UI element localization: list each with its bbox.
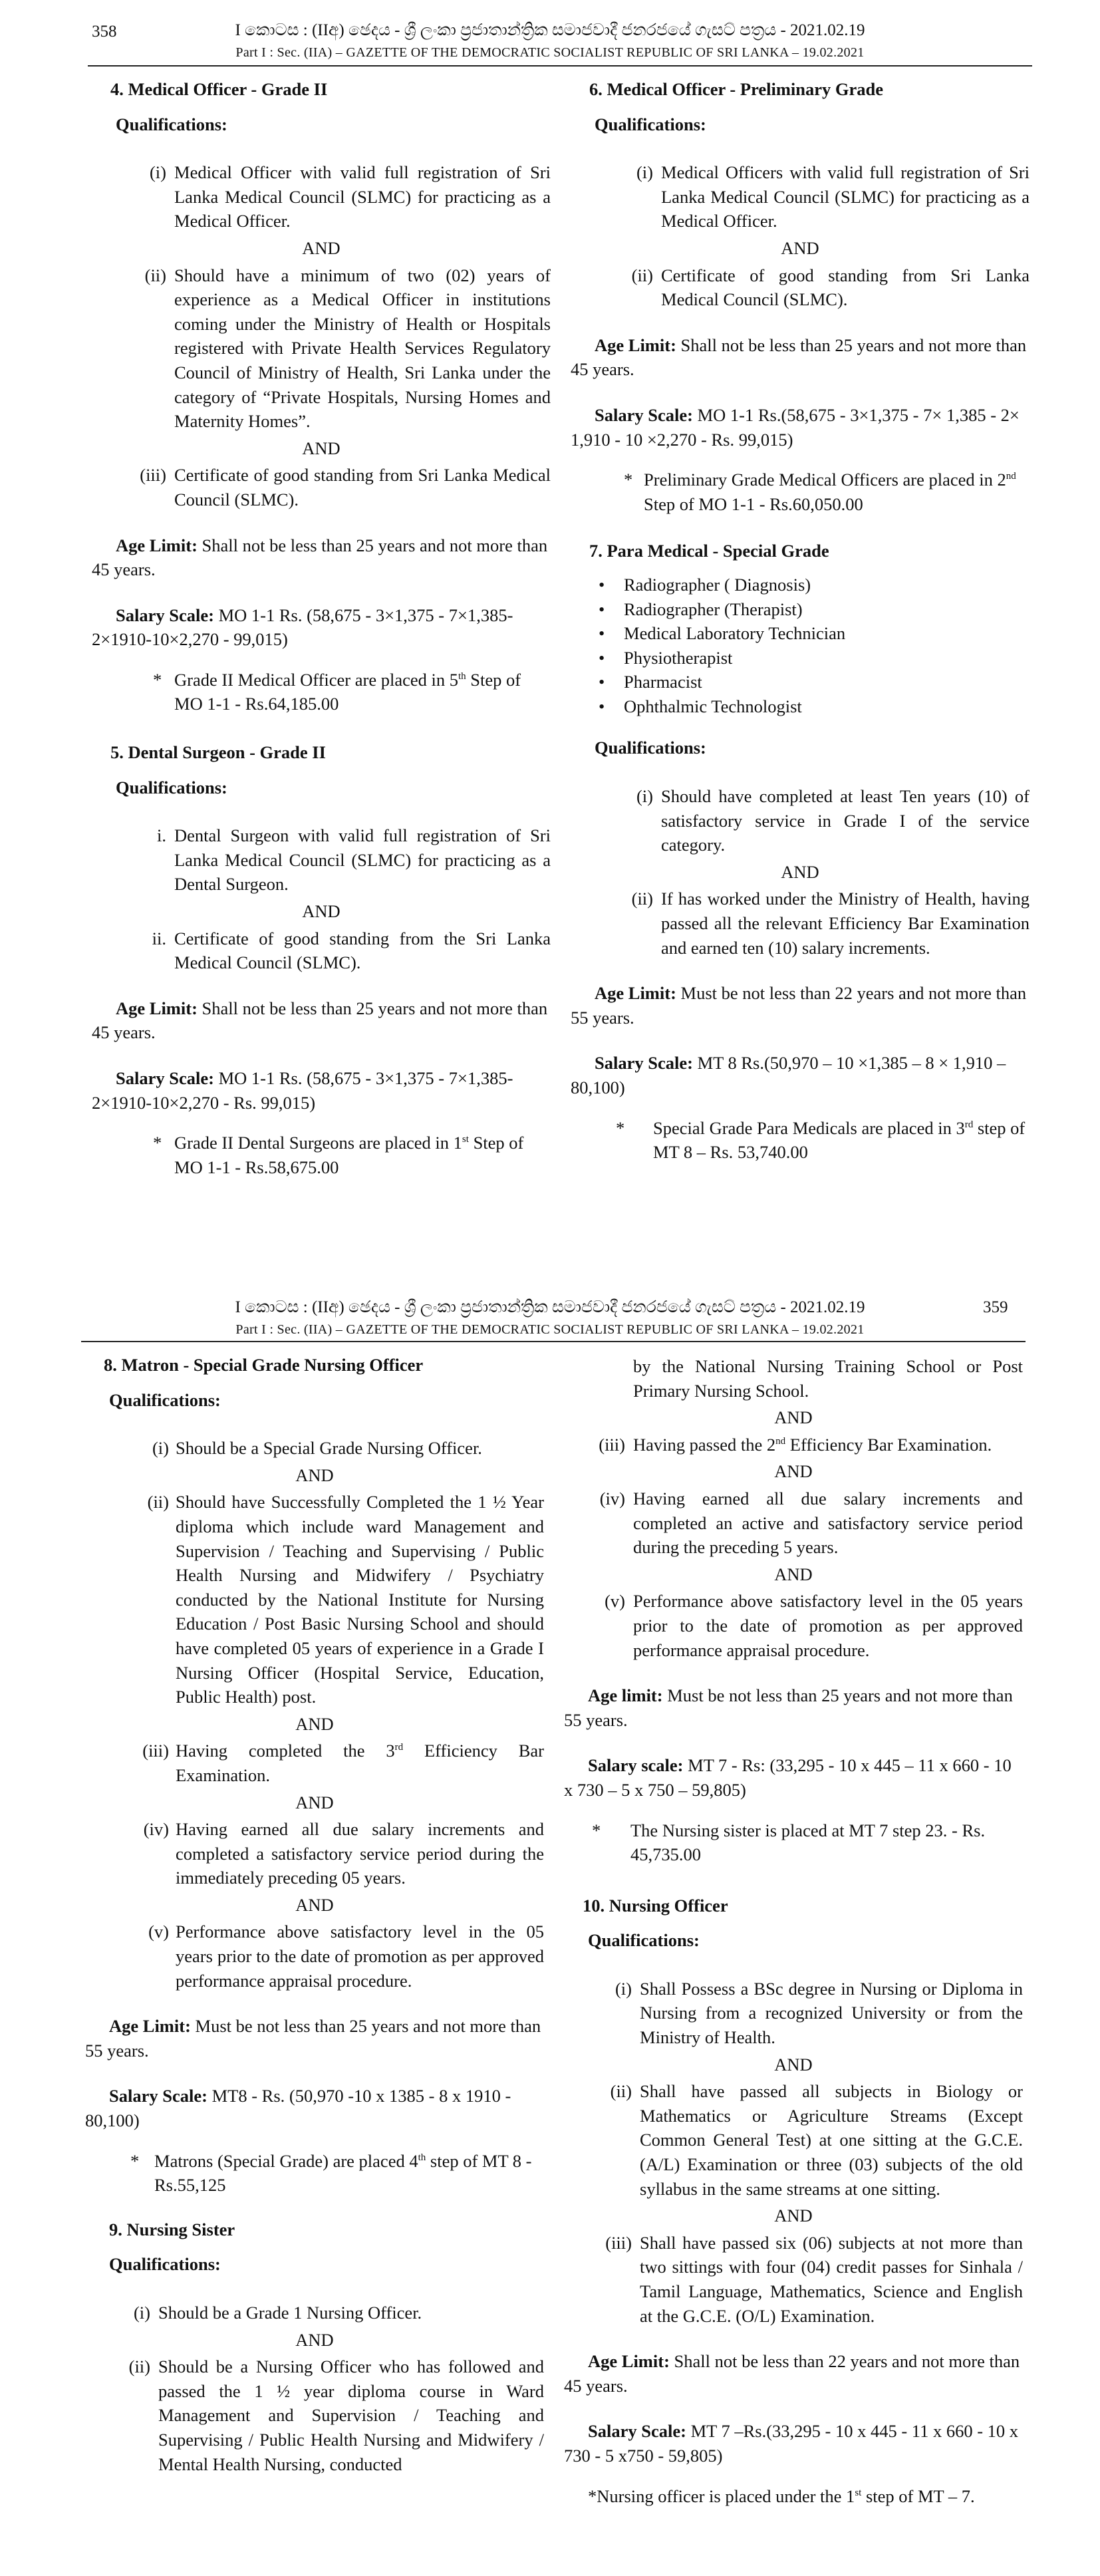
header-english: Part I : Sec. (IIA) – GAZETTE OF THE DEMOCRATIC SOCIALIST REPUBLIC OF SRI LANKA – 19.02.2021 [235,45,865,60]
age-limit: Age limit: Must be not less than 25 years and not more than 55 years. [564,1685,1013,1730]
qualification-item: (i) Medical Officers with valid full registration of Sri Lanka Medical Council (SLMC) for practicing as a Medical Officer. [636,162,1030,231]
qualification-item: (i) Should be a Grade 1 Nursing Officer. [133,2303,422,2323]
grade-list [571,573,1030,719]
qualifications-heading: Qualifications: [595,738,706,758]
salary-scale: Salary Scale: MT 8 Rs.(50,970 – 10 ×1,385 – 8 × 1,910 – 80,100) [571,1053,1006,1097]
qualification-item: (ii) Shall have passed all subjects in Biology or Mathematics or Agriculture Streams (Except Common General Test) at one sitting at the G.C.E. (A/L) Examination or three (03) subjects of the old syllabus in the same streams at one sitting. [610,2081,1023,2199]
qualifications-heading: Qualifications: [116,777,227,797]
qualification-item: (iv) Having earned all due salary increments and completed an active and satisfactory service period during the preceding 5 years. [599,1488,1023,1558]
section-title: 10. Nursing Officer [583,1895,728,1916]
and-separator: AND [774,2054,813,2075]
qualification-item: (iii) Certificate of good standing from Sri Lanka Medical Council (SLMC). [140,465,551,509]
left-column [92,77,551,1179]
qualification-item: (iii) Having passed the 2nd Efficiency Bar Examination. [599,1434,992,1455]
qualifications-heading: Qualifications: [109,2254,221,2275]
salary-scale: Salary Scale: MO 1-1 Rs. (58,675 - 3×1,375 - 7×1,385- 2×1910-10×2,270 - Rs. 99,015) [92,1068,513,1113]
qualifications-heading: Qualifications: [109,1389,221,1410]
and-separator: AND [295,1792,334,1812]
salary-scale: Salary scale: MT 7 - Rs: (33,295 - 10 x 445 – 11 x 660 - 10 x 730 – 5 x 750 – 59,805) [564,1755,1012,1800]
left-column [85,1353,544,2476]
header-sinhala: I කොටස : (IIඅ) ඡෙදය - ශ්‍රී ලංකා ප්‍රජාතාන්ත්‍රික සමාජවාදී ජනරජයේ ගැසට් පත්‍රය - 2021.02.19 [235,21,865,39]
qualification-item: (ii) Should be a Nursing Officer who has followed and passed the 1 ½ year diploma course in Ward Management and Supervision / Teaching and Supervising / Public Health Nursing and Midwifery / Mental Health Nursing, conducted [128,2357,544,2474]
qualification-item: (ii) Certificate of good standing from Sri Lanka Medical Council (SLMC). [631,265,1030,310]
section-title: 4. Medical Officer - Grade II [110,79,328,99]
list-item: • Radiographer ( Diagnosis) [571,573,1030,597]
and-separator: AND [774,1461,813,1482]
list-item: • Ophthalmic Technologist [571,694,1030,719]
placement-note: *Nursing officer is placed under the 1st step of MT – 7. [588,2486,975,2506]
qualification-item: (ii) Should have Successfully Completed the 1 ½ Year diploma which include ward Management and Supervision / Teaching and Supervising / Public Health Nursing and Midwifery / Psychiatry conducted by the National Institute for Nursing Education / Post Basic Nursing School and should have completed 05 years of experience in a Grade I Nursing Officer (Hospital Service, Education, Public Health) post. [147,1492,544,1707]
qualification-item: i. Dental Surgeon with valid full registration of Sri Lanka Medical Council (SLMC) for practicing as a Dental Surgeon. [157,825,551,895]
qualification-item: (v) Performance above satisfactory level in the 05 years prior to the date of promotion as per approved performance appraisal procedure. [605,1591,1023,1660]
header-rule [88,65,1032,67]
section-title: 5. Dental Surgeon - Grade II [110,742,326,763]
qualification-item: (i) Shall Possess a BSc degree in Nursing or Diploma in Nursing from a recognized University or from the Ministry of Health. [615,1978,1023,2048]
salary-scale: Salary Scale: MT8 - Rs. (50,970 -10 x 1385 - 8 x 1910 - 80,100) [85,2086,511,2131]
qualification-item: (i) Should have completed at least Ten years (10) of satisfactory service in Grade I of the service category. [636,786,1030,855]
qualifications-heading: Qualifications: [588,1930,700,1951]
and-separator: AND [302,438,341,458]
qualification-item: ii. Certificate of good standing from the Sri Lanka Medical Council (SLMC). [152,928,551,973]
placement-note: * Special Grade Para Medicals are placed in 3rd step of MT 8 – Rs. 53,740.00 [616,1117,1026,1163]
qualification-item: (iii) Having completed the 3rd Efficiency Bar Examination. [142,1741,544,1785]
age-limit: Age Limit: Must be not less than 22 years and not more than 55 years. [571,983,1027,1028]
and-separator: AND [781,237,819,258]
list-item: • Pharmacist [571,670,1030,694]
section-title: 6. Medical Officer - Preliminary Grade [589,79,884,99]
and-separator: AND [781,861,819,882]
qualification-item: (ii) If has worked under the Ministry of Health, having passed all the relevant Efficiency Bar Examination and earned ten (10) salary increments. [631,889,1030,958]
list-item: • Radiographer (Therapist) [571,597,1030,622]
qualifications-heading: Qualifications: [116,114,227,134]
age-limit: Age Limit: Shall not be less than 22 years and not more than 45 years. [564,2351,1020,2396]
age-limit: Age Limit: Shall not be less than 25 years and not more than 45 years. [92,535,548,580]
and-separator: AND [295,2329,334,2350]
section-title: 7. Para Medical - Special Grade [589,541,829,561]
salary-scale: Salary Scale: MO 1-1 Rs.(58,675 - 3×1,375 - 7× 1,385 - 2× 1,910 - 10 ×2,270 - Rs. 99,015) [571,404,1020,450]
and-separator: AND [774,2206,813,2226]
age-limit: Age Limit: Must be not less than 25 years and not more than 55 years. [85,2016,541,2061]
section-title: 8. Matron - Special Grade Nursing Officer [104,1355,424,1375]
and-separator: AND [295,1713,334,1734]
page-number: 359 [983,1298,1008,1316]
qualification-item: (i) Medical Officer with valid full registration of Sri Lanka Medical Council (SLMC) for practicing as a Medical Officer. [149,162,551,231]
right-column [564,1354,1023,2508]
qualification-item: (iv) Having earned all due salary increments and completed a satisfactory service period during the immediately preceding 05 years. [143,1819,544,1888]
salary-scale: Salary Scale: MT 7 –Rs.(33,295 - 10 x 445 - 11 x 660 - 10 x 730 - 5 x750 - 59,805) [564,2421,1019,2466]
placement-note: * Matrons (Special Grade) are placed 4th step of MT 8 - Rs.55,125 [130,2150,532,2196]
and-separator: AND [302,237,341,258]
qualification-item-continued: by the National Nursing Training School or Post Primary Nursing School. [633,1356,1023,1401]
and-separator: AND [774,1564,813,1584]
page-number: 358 [92,23,117,41]
qualifications-heading: Qualifications: [595,114,706,134]
section-title: 9. Nursing Sister [109,2219,235,2239]
placement-note: * Preliminary Grade Medical Officers are placed in 2nd Step of MO 1-1 - Rs.60,050.00 [624,470,1016,514]
and-separator: AND [295,1894,334,1915]
qualification-item: (iii) Shall have passed six (06) subjects at not more than two sittings with four (04) credit passes for Sinhala / Tamil Language, Mathematics, Science and English at the G.C.E. (O/L) Examination. [605,2232,1023,2326]
header-english: Part I : Sec. (IIA) – GAZETTE OF THE DEMOCRATIC SOCIALIST REPUBLIC OF SRI LANKA – 19.02.2021 [235,1322,865,1337]
qualification-item: (ii) Should have a minimum of two (02) years of experience as a Medical Officer in institutions coming under the Ministry of Health or Hospitals registered with Private Health Services Regulatory Council of Ministry of Health, Sri Lanka under the category of “Private Hospitals, Nursing Homes and Maternity Homes”. [144,265,551,432]
placement-note: * Grade II Medical Officer are placed in 5th Step of MO 1-1 - Rs.64,185.00 [153,669,521,714]
qualification-item: (i) Should be a Special Grade Nursing Officer. [152,1438,482,1459]
right-column [571,77,1030,1165]
header-rule [81,1341,1026,1342]
list-item: • Physiotherapist [571,646,1030,670]
and-separator: AND [774,1407,813,1428]
list-item: • Medical Laboratory Technician [571,621,1030,646]
qualification-item: (v) Performance above satisfactory level in the 05 years prior to the date of promotion as per approved performance appraisal procedure. [148,1922,544,1991]
and-separator: AND [302,901,341,922]
salary-scale: Salary Scale: MO 1-1 Rs. (58,675 - 3×1,375 - 7×1,385- 2×1910-10×2,270 - 99,015) [92,605,513,650]
placement-note: * The Nursing sister is placed at MT 7 step 23. - Rs. 45,735.00 [592,1820,986,1865]
and-separator: AND [295,1465,334,1485]
age-limit: Age Limit: Shall not be less than 25 years and not more than 45 years. [571,335,1027,380]
placement-note: * Grade II Dental Surgeons are placed in 1st Step of MO 1-1 - Rs.58,675.00 [153,1133,524,1177]
gazette-page-359 [0,1290,1100,2576]
header-sinhala: I කොටස : (IIඅ) ඡෙදය - ශ්‍රී ලංකා ප්‍රජාතාන්ත්‍රික සමාජවාදී ජනරජයේ ගැසට් පත්‍රය - 2021.02.19 [235,1298,865,1316]
age-limit: Age Limit: Shall not be less than 25 years and not more than 45 years. [92,998,548,1043]
